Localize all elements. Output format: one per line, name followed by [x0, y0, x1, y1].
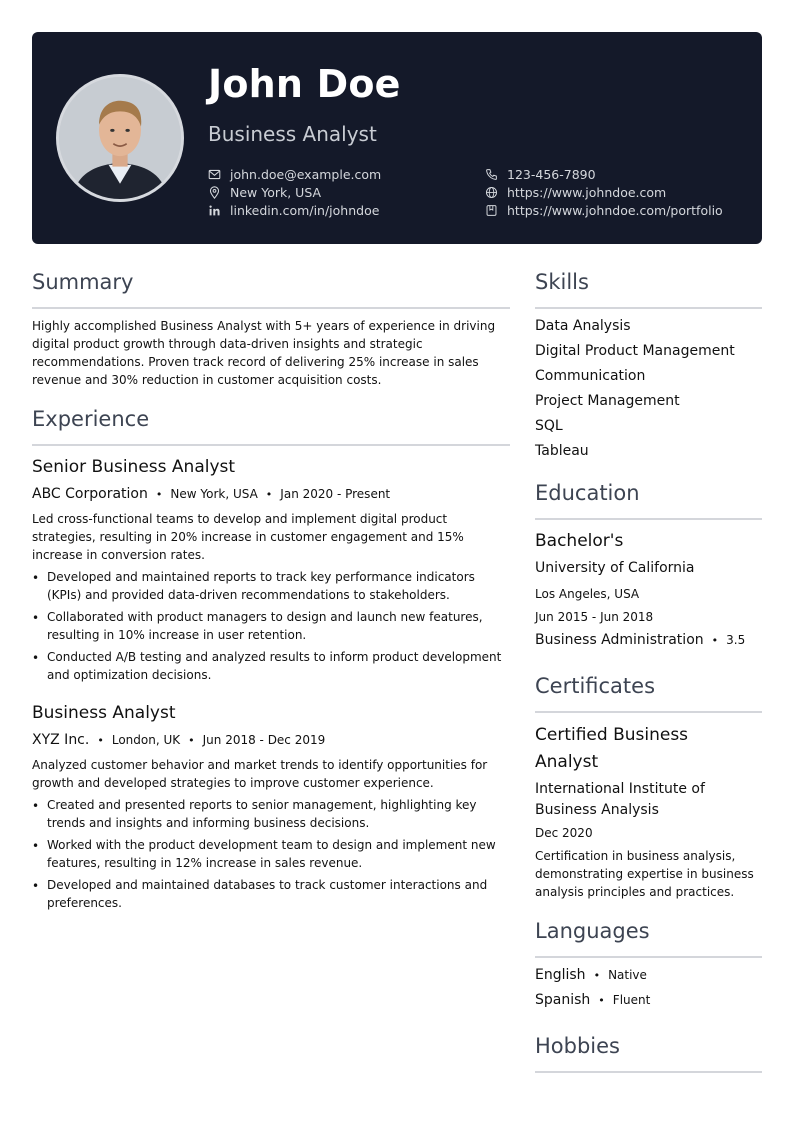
certificate-date: Dec 2020	[535, 826, 593, 840]
contact-linkedin-text: linkedin.com/in/johndoe	[230, 202, 380, 218]
education-dates: Jun 2015 - Jun 2018	[535, 610, 654, 624]
skills-divider	[535, 307, 762, 309]
job-location: London, UK	[111, 733, 181, 747]
job-location: New York, USA	[170, 487, 258, 501]
hobbies-heading: Hobbies	[535, 1034, 620, 1058]
contact-phone-text: 123-456-7890	[507, 166, 596, 182]
globe-icon	[485, 186, 498, 199]
job-dates: Jan 2020 - Present	[280, 487, 391, 501]
education-gpa: 3.5	[726, 633, 746, 647]
contact-phone[interactable]	[485, 165, 596, 183]
job-meta	[32, 486, 390, 502]
job-bullet: • Created and presented reports to senior management, highlighting key trends and insights and informing business decisions.	[32, 796, 510, 832]
profile-photo-illustration	[59, 77, 181, 199]
experience-heading: Experience	[32, 407, 150, 431]
language-level: Fluent	[612, 993, 651, 1007]
education-divider	[535, 518, 762, 520]
separator-dot: •	[265, 488, 273, 501]
education-degree: Bachelor's	[535, 531, 624, 551]
phone-icon	[485, 168, 498, 181]
job-dates: Jun 2018 - Dec 2019	[202, 733, 326, 747]
education-heading: Education	[535, 481, 640, 505]
contact-linkedin[interactable]	[208, 201, 379, 219]
job-company: ABC Corporation	[32, 486, 148, 502]
job-bullet-list	[32, 796, 510, 916]
language-item	[535, 992, 650, 1008]
hobbies-divider	[535, 1071, 762, 1073]
bookmark-icon	[485, 204, 498, 217]
education-location: Los Angeles, USA	[535, 587, 640, 601]
certificate-name: Certified Business Analyst	[535, 725, 689, 772]
contact-location-text: New York, USA	[230, 184, 322, 200]
candidate-name: John Doe	[208, 62, 401, 106]
skills-heading: Skills	[535, 270, 589, 294]
language-name: English	[535, 967, 586, 983]
education-field: Business Administration	[535, 632, 704, 648]
separator-dot: •	[155, 488, 163, 501]
job-title: Business Analyst	[32, 703, 176, 723]
skill-item: Digital Product Management	[535, 343, 735, 359]
contact-website[interactable]	[485, 183, 666, 201]
skill-item: Project Management	[535, 393, 680, 409]
skill-item: Tableau	[535, 443, 589, 459]
education-field-row	[535, 632, 745, 648]
job-company: XYZ Inc.	[32, 732, 90, 748]
map-pin-icon	[208, 186, 221, 199]
skill-item: Data Analysis	[535, 318, 631, 334]
languages-divider	[535, 956, 762, 958]
language-item	[535, 967, 647, 983]
job-description: Led cross-functional teams to develop and implement digital product strategies, resulting in 20% increase in customer engagement and 15% increase in conversion rates.	[32, 512, 464, 562]
contact-email[interactable]	[208, 165, 381, 183]
languages-heading: Languages	[535, 919, 650, 943]
certificate-issuer: International Institute of Business Analysis	[535, 781, 705, 818]
mail-icon	[208, 168, 221, 181]
job-bullet: • Conducted A/B testing and analyzed results to inform product development and optimization decisions.	[32, 648, 510, 684]
job-bullet: • Worked with the product development team to design and implement new features, resulting in 12% increase in sales revenue.	[32, 836, 510, 872]
education-school: University of California	[535, 560, 695, 576]
job-description: Analyzed customer behavior and market trends to identify opportunities for growth and developed strategies to improve customer experience.	[32, 758, 488, 790]
candidate-role: Business Analyst	[208, 122, 377, 146]
certificates-divider	[535, 711, 762, 713]
linkedin-icon	[208, 204, 221, 217]
resume-header	[32, 32, 762, 244]
job-bullet: • Collaborated with product managers to design and launch new features, resulting in 10% increase in user retention.	[32, 608, 510, 644]
contact-portfolio-text: https://www.johndoe.com/portfolio	[507, 202, 723, 218]
certificates-heading: Certificates	[535, 674, 656, 698]
certificate-description: Certification in business analysis, demonstrating expertise in business analysis principles and practices.	[535, 849, 754, 899]
job-bullet-list	[32, 568, 510, 688]
summary-text: Highly accomplished Business Analyst with 5+ years of experience in driving digital product growth through data-driven insights and strategic recommendations. Proven track record of delivering 25% increase in sales revenue and 30% reduction in customer acquisition costs.	[32, 319, 496, 387]
separator-dot: •	[188, 734, 195, 747]
job-bullet: • Developed and maintained reports to track key performance indicators (KPIs) and provided data-driven recommendations to stakeholders.	[32, 568, 510, 604]
language-name: Spanish	[535, 992, 591, 1008]
experience-divider	[32, 444, 510, 446]
contact-email-text: john.doe@example.com	[230, 166, 382, 182]
language-level: Native	[608, 968, 647, 982]
separator-dot: •	[97, 734, 104, 747]
skill-item: Communication	[535, 368, 646, 384]
separator-dot: •	[593, 969, 601, 982]
skill-item: SQL	[535, 418, 563, 434]
contact-portfolio[interactable]	[485, 201, 723, 219]
job-title: Senior Business Analyst	[32, 457, 236, 477]
separator-dot: •	[711, 634, 719, 647]
profile-photo	[56, 74, 184, 202]
separator-dot: •	[598, 994, 605, 1007]
summary-heading: Summary	[32, 270, 134, 294]
contact-website-text: https://www.johndoe.com	[507, 184, 667, 200]
summary-divider	[32, 307, 510, 309]
contact-location	[208, 183, 321, 201]
job-bullet: • Developed and maintained databases to track customer interactions and preferences.	[32, 876, 510, 912]
job-meta	[32, 732, 325, 748]
